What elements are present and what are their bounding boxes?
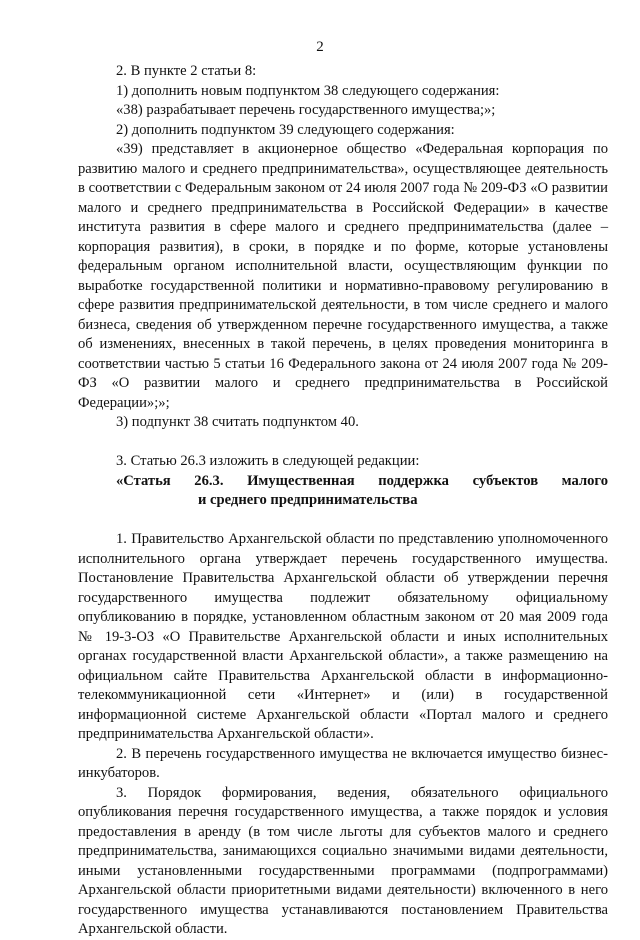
spacer — [78, 433, 608, 453]
section-2-item-2: 2) дополнить подпунктом 39 следующего содержания: — [116, 121, 455, 138]
section-2-intro: 2. В пункте 2 статьи 8: — [116, 63, 257, 79]
section-2-item-2-text: «39) представляет в акционерное общество «Федеральная корпорация по развитию малого и среднего предпринимательства», осуществляющее деятельность в соответствии с Федеральным законом от 24 июля 2007 года № 209-ФЗ «О развитии малого и среднего предпринимательства в Российской Федерации» в качестве института развития в сфере малого и среднего предпринимательства (далее – корпорация развития), в сроки, в порядке и по форме, которые установлены федеральным органом исполнительной власти, осуществляющим функции по выработке государственной политики и нормативно-правовому регулированию в сфере развития предпринимательской деятельности, в том числе среднего и малого бизнеса, сведения об утвержденном перечне государственного имущества, а также об изменениях, внесенных в такой перечень, в целях проведения мониторинга в соответствии частью 5 статьи 16 Федерального закона от 24 июля 2007 года № 209-ФЗ «О развитии малого и среднего предпринимательства в Российской Федерации»;»; — [78, 141, 608, 411]
page-number: 2 — [316, 39, 324, 55]
article-heading: «Статья 26.3. Имущественная поддержка субъектов малого — [116, 472, 608, 489]
article-paragraph-2: 2. В перечень государственного имущества не включается имущество бизнес-инкубаторов. — [78, 745, 608, 781]
section-2-item-1-text: «38) разрабатывает перечень государственного имущества;»; — [116, 102, 496, 118]
article-paragraph-1: 1. Правительство Архангельской области по представлению уполномоченного исполнительного органа утверждает перечень государственного имущества. Постановление Правительства Архангельской области об утверждении перечня государственного имущества подлежит обязательному официальному опубликованию в порядке, установленном областным законом от 20 мая 2009 года № 19-3-ОЗ «О Правительстве Архангельской области и иных исполнительных органах государственной власти Архангельской области», а также размещению на официальном сайте Правительства Архангельской области в информационно-телекоммуникационной сети «Интернет» и (или) в государственной информационной системе Архангельской области «Портал малого и среднего предпринимательства Архангельской области». — [78, 531, 608, 742]
section-3-intro: 3. Статью 26.3 изложить в следующей редакции: — [116, 453, 420, 469]
article-paragraph-3: 3. Порядок формирования, ведения, обязательного официального опубликования перечня государственного имущества, а также порядок и условия предоставления в аренду (в том числе льготы для субъектов малого и среднего предпринимательства, занимающихся социально значимыми видами деятельности, иными установленными государственными программами (подпрограммами) Архангельской области приоритетными видами деятельности) включенного в него государственного имущества устанавливаются постановлением Правительства Архангельской области. — [78, 784, 608, 937]
article-heading-continuation: и среднего предпринимательства — [198, 492, 418, 508]
spacer — [78, 511, 608, 531]
document-body — [78, 62, 608, 940]
section-2-item-1: 1) дополнить новым подпунктом 38 следующего содержания: — [116, 82, 500, 99]
section-2-item-3: 3) подпункт 38 считать подпунктом 40. — [116, 414, 359, 430]
